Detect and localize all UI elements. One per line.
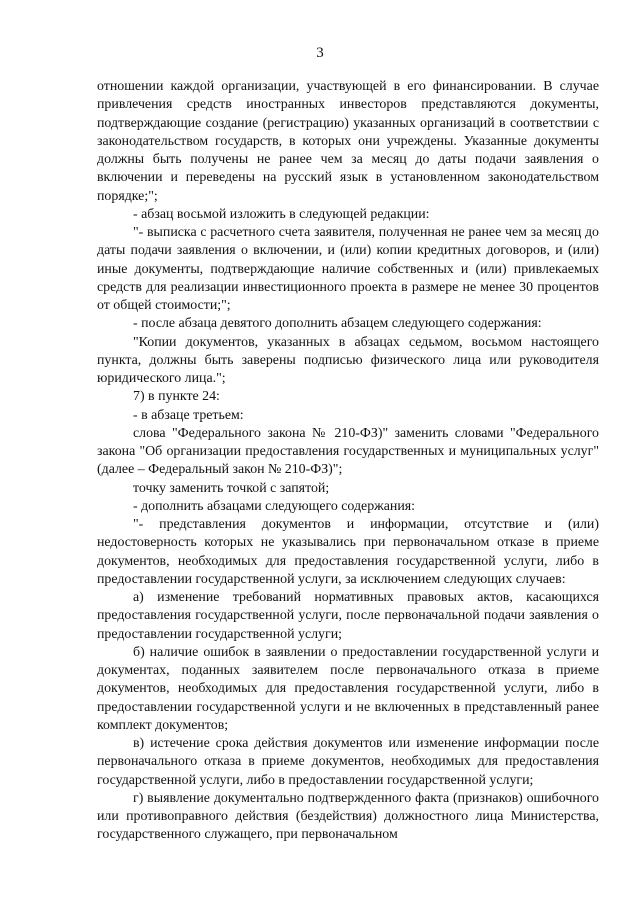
paragraph: - в абзаце третьем: (133, 407, 244, 423)
paragraph: "- представления документов и информации, отсутствие и (или) недостоверность которых не указывались при первоначальном отказе в приеме документов, необходимых для предоставления государственной услуги, либо в предоставлении государственной услуги, за исключением следующих случаев: (97, 517, 599, 587)
paragraph: - абзац восьмой изложить в следующей редакции: (133, 206, 430, 222)
paragraph: слова "Федерального закона № 210-ФЗ)" заменить словами "Федерального закона "Об организации предоставления государственных и муниципальных услуг" (далее – Федеральный закон № 210-ФЗ)"; (97, 425, 599, 478)
paragraph: "- выписка с расчетного счета заявителя, полученная не ранее чем за месяц до даты подачи заявления о включении, и (или) копии кредитных договоров, и (или) иные документы, подтверждающие наличие собственных и (или) привлекаемых средств для реализации инвестиционного проекта в размере не менее 30 процентов от общей стоимости;"; (97, 225, 599, 313)
paragraph: в) истечение срока действия документов или изменение информации после первоначального отказа в приеме документов, необходимых для предоставления государственной услуги, либо в предоставлении государственной услуги; (97, 736, 599, 788)
paragraph: отношении каждой организации, участвующей в его финансировании. В случае привлечения средств иностранных инвесторов представляются документы, подтверждающие создание (регистрацию) указанных организаций в соответствии с законодательством государств, в которых они учреждены. Указанные документы должны быть получены не ранее чем за месяц до даты подачи заявления о включении и переведены на русский язык в установленном законодательством порядке;"; (97, 79, 599, 204)
paragraph: "Копии документов, указанных в абзацах седьмом, восьмом настоящего пункта, должны быть заверены подписью физического лица или руководителя юридического лица."; (97, 334, 599, 386)
paragraph: - дополнить абзацами следующего содержания: (133, 498, 416, 514)
document-body (97, 78, 599, 845)
page-number: 3 (316, 45, 324, 61)
paragraph: - после абзаца девятого дополнить абзацем следующего содержания: (133, 316, 542, 332)
paragraph: точку заменить точкой с запятой; (133, 480, 330, 496)
paragraph: 7) в пункте 24: (133, 389, 220, 405)
paragraph: а) изменение требований нормативных правовых актов, касающихся предоставления государственной услуги, после первоначальной подачи заявления о предоставлении государственной услуги; (97, 590, 599, 642)
paragraph: г) выявление документально подтвержденного факта (признаков) ошибочного или противоправного действия (бездействия) должностного лица Министерства, государственного служащего, при первоначальном (97, 790, 599, 843)
paragraph: б) наличие ошибок в заявлении о предоставлении государственной услуги и документах, поданных заявителем после первоначального отказа в приеме документов, необходимых для предоставления государственной услуги, либо в предоставлении государственной услуги и не включенных в представленный ранее комплект документов; (97, 644, 599, 733)
